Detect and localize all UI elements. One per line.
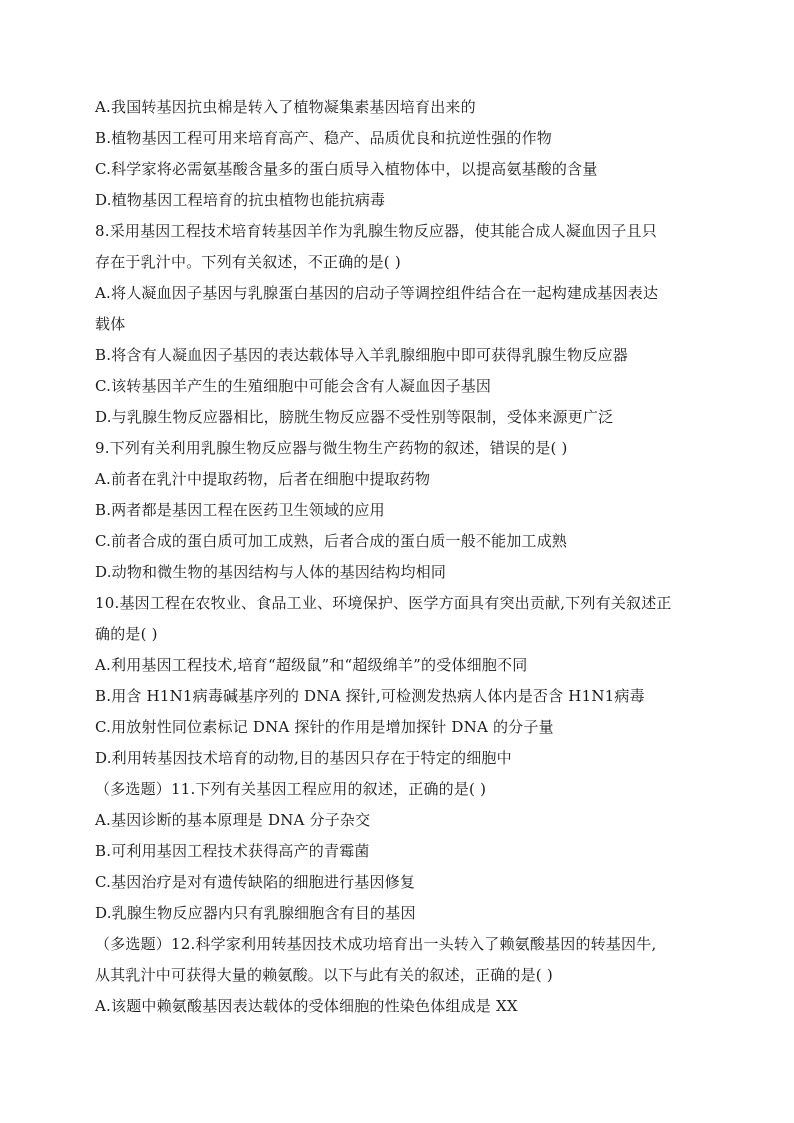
option-9a: A.前者在乳汁中提取药物，后者在细胞中提取药物	[95, 470, 431, 488]
option-10d: D.利用转基因技术培育的动物,目的基因只存在于特定的细胞中	[95, 749, 512, 767]
option-7b: B.植物基因工程可用来培育高产、稳产、品质优良和抗逆性强的作物	[95, 129, 552, 147]
option-10c: C.用放射性同位素标记 DNA 探针的作用是增加探针 DNA 的分子量	[95, 718, 554, 736]
document-page	[95, 92, 705, 1022]
option-10b: B.用含 H1N1病毒碱基序列的 DNA 探针,可检测发热病人体内是否含 H1N1病毒	[95, 687, 645, 705]
option-8b: B.将含有人凝血因子基因的表达载体导入羊乳腺细胞中即可获得乳腺生物反应器	[95, 346, 628, 364]
option-7c: C.科学家将必需氨基酸含量多的蛋白质导入植物体中，以提高氨基酸的含量	[95, 160, 598, 178]
question-10-line-1: 10.基因工程在农牧业、食品工业、环境保护、医学方面具有突出贡献,下列有关叙述正	[95, 594, 672, 612]
question-8-line-2: 存在于乳汁中。下列有关叙述，不正确的是( )	[95, 253, 401, 271]
option-7a: A.我国转基因抗虫棉是转入了植物凝集素基因培育出来的	[95, 98, 476, 116]
question-11: （多选题）11.下列有关基因工程应用的叙述，正确的是( )	[95, 780, 487, 798]
question-8-line-1: 8.采用基因工程技术培育转基因羊作为乳腺生物反应器，使其能合成人凝血因子且只	[95, 222, 657, 240]
option-11a: A.基因诊断的基本原理是 DNA 分子杂交	[95, 811, 371, 829]
option-8a-line-1: A.将人凝血因子基因与乳腺蛋白基因的启动子等调控组件结合在一起构建成基因表达	[95, 284, 659, 302]
question-12-line-2: 从其乳汁中可获得大量的赖氨酸。以下与此有关的叙述，正确的是( )	[95, 966, 553, 984]
option-9b: B.两者都是基因工程在医药卫生领域的应用	[95, 501, 385, 519]
option-9c: C.前者合成的蛋白质可加工成熟，后者合成的蛋白质一般不能加工成熟	[95, 532, 568, 550]
option-11c: C.基因治疗是对有遗传缺陷的细胞进行基因修复	[95, 873, 416, 891]
option-11b: B.可利用基因工程技术获得高产的青霉菌	[95, 842, 370, 860]
option-8a-line-2: 载体	[95, 315, 126, 333]
option-12a: A.该题中赖氨酸基因表达载体的受体细胞的性染色体组成是 XX	[95, 997, 518, 1015]
question-12-line-1: （多选题）12.科学家利用转基因技术成功培育出一头转入了赖氨酸基因的转基因牛,	[95, 935, 657, 953]
option-8d: D.与乳腺生物反应器相比，膀胱生物反应器不受性别等限制，受体来源更广泛	[95, 408, 614, 426]
option-11d: D.乳腺生物反应器内只有乳腺细胞含有目的基因	[95, 904, 416, 922]
option-7d: D.植物基因工程培育的抗虫植物也能抗病毒	[95, 191, 386, 209]
question-10-line-2: 确的是( )	[95, 625, 158, 643]
question-9: 9.下列有关利用乳腺生物反应器与微生物生产药物的叙述，错误的是( )	[95, 439, 568, 457]
option-9d: D.动物和微生物的基因结构与人体的基因结构均相同	[95, 563, 447, 581]
option-10a: A.利用基因工程技术,培育“超级鼠”和“超级绵羊”的受体细胞不同	[95, 656, 528, 674]
option-8c: C.该转基因羊产生的生殖细胞中可能会含有人凝血因子基因	[95, 377, 492, 395]
